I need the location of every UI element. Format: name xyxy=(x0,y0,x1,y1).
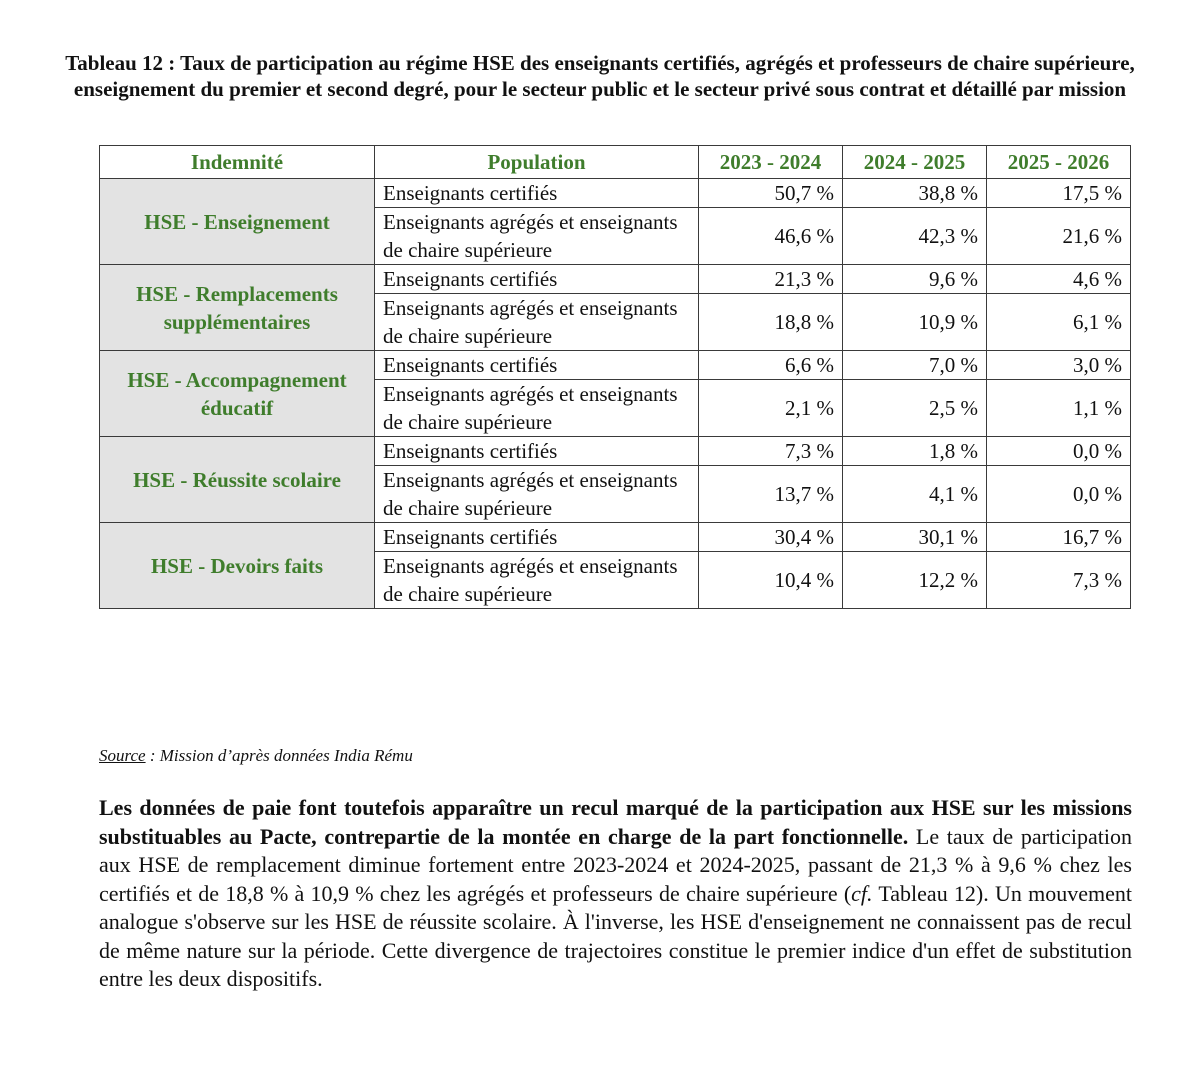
value-cell: 1,1 % xyxy=(987,380,1131,437)
population-cell: Enseignants certifiés xyxy=(375,523,699,552)
table-body xyxy=(100,179,1131,609)
value-cell: 7,3 % xyxy=(987,552,1131,609)
source-text: : Mission d’après données India Rému xyxy=(145,746,413,765)
value-cell: 9,6 % xyxy=(843,265,987,294)
value-cell: 6,1 % xyxy=(987,294,1131,351)
paragraph-text-2: Tableau 12). Un mouvement analogue s'observe sur les HSE de réussite scolaire. À l'inverse, les HSE d'enseignement ne connaissent pas de recul de même nature sur la période. Cette divergence de trajectoires constitue le premier indice d'un effet de substitution entre les deux dispositifs. xyxy=(99,880,1132,991)
value-cell: 30,1 % xyxy=(843,523,987,552)
value-cell: 16,7 % xyxy=(987,523,1131,552)
table-row xyxy=(100,179,1131,208)
paragraph-bold-lead: Les données de paie font toutefois apparaître un recul marqué de la participation aux HSE sur les missions substituables au Pacte, contrepartie de la montée en charge de la part fonctionnelle. xyxy=(99,795,1132,849)
table-header-row xyxy=(100,146,1131,179)
source-label: Source xyxy=(99,746,146,765)
value-cell: 46,6 % xyxy=(699,208,843,265)
value-cell: 50,7 % xyxy=(699,179,843,208)
population-cell: Enseignants certifiés xyxy=(375,265,699,294)
population-cell: Enseignants agrégés et enseignants de chaire supérieure xyxy=(375,294,699,351)
paragraph-cf: cf. xyxy=(851,880,873,906)
table-row xyxy=(100,351,1131,380)
population-cell: Enseignants certifiés xyxy=(375,351,699,380)
value-cell: 0,0 % xyxy=(987,437,1131,466)
indemnite-cell: HSE - Enseignement xyxy=(100,179,375,265)
header-2023-2024: 2023 - 2024 xyxy=(699,146,843,179)
table-row xyxy=(100,265,1131,294)
body-paragraph xyxy=(99,794,1132,994)
value-cell: 7,3 % xyxy=(699,437,843,466)
population-cell: Enseignants certifiés xyxy=(375,179,699,208)
value-cell: 4,1 % xyxy=(843,466,987,523)
population-cell: Enseignants agrégés et enseignants de chaire supérieure xyxy=(375,466,699,523)
paragraph-text-1: Le taux de participation aux HSE de remplacement diminue fortement entre 2023-2024 et 2024-2025, passant de 21,3 % à 9,6 % chez les certifiés et de 18,8 % à 10,9 % chez les agrégés et professeurs de chaire supérieure ( xyxy=(99,823,1132,906)
value-cell: 12,2 % xyxy=(843,552,987,609)
value-cell: 21,3 % xyxy=(699,265,843,294)
value-cell: 7,0 % xyxy=(843,351,987,380)
population-cell: Enseignants certifiés xyxy=(375,437,699,466)
indemnite-cell: HSE - Devoirs faits xyxy=(100,523,375,609)
value-cell: 38,8 % xyxy=(843,179,987,208)
value-cell: 13,7 % xyxy=(699,466,843,523)
value-cell: 2,5 % xyxy=(843,380,987,437)
value-cell: 6,6 % xyxy=(699,351,843,380)
value-cell: 18,8 % xyxy=(699,294,843,351)
population-cell: Enseignants agrégés et enseignants de chaire supérieure xyxy=(375,380,699,437)
indemnite-cell: HSE - Remplacements supplémentaires xyxy=(100,265,375,351)
header-indemnite: Indemnité xyxy=(100,146,375,179)
value-cell: 30,4 % xyxy=(699,523,843,552)
table-caption: Tableau 12 : Taux de participation au régime HSE des enseignants certifiés, agrégés et professeurs de chaire supérieure, enseignement du premier et second degré, pour le secteur public et le secteur privé sous contrat et détaillé par mission xyxy=(65,51,1135,101)
participation-table xyxy=(99,145,1131,609)
value-cell: 10,4 % xyxy=(699,552,843,609)
table-row xyxy=(100,523,1131,552)
source-note xyxy=(99,746,413,766)
header-population: Population xyxy=(375,146,699,179)
indemnite-cell: HSE - Réussite scolaire xyxy=(100,437,375,523)
population-cell: Enseignants agrégés et enseignants de chaire supérieure xyxy=(375,552,699,609)
table-row xyxy=(100,437,1131,466)
value-cell: 4,6 % xyxy=(987,265,1131,294)
value-cell: 10,9 % xyxy=(843,294,987,351)
value-cell: 1,8 % xyxy=(843,437,987,466)
population-cell: Enseignants agrégés et enseignants de chaire supérieure xyxy=(375,208,699,265)
value-cell: 42,3 % xyxy=(843,208,987,265)
value-cell: 21,6 % xyxy=(987,208,1131,265)
value-cell: 0,0 % xyxy=(987,466,1131,523)
value-cell: 3,0 % xyxy=(987,351,1131,380)
header-2024-2025: 2024 - 2025 xyxy=(843,146,987,179)
header-2025-2026: 2025 - 2026 xyxy=(987,146,1131,179)
value-cell: 2,1 % xyxy=(699,380,843,437)
indemnite-cell: HSE - Accompagnement éducatif xyxy=(100,351,375,437)
value-cell: 17,5 % xyxy=(987,179,1131,208)
